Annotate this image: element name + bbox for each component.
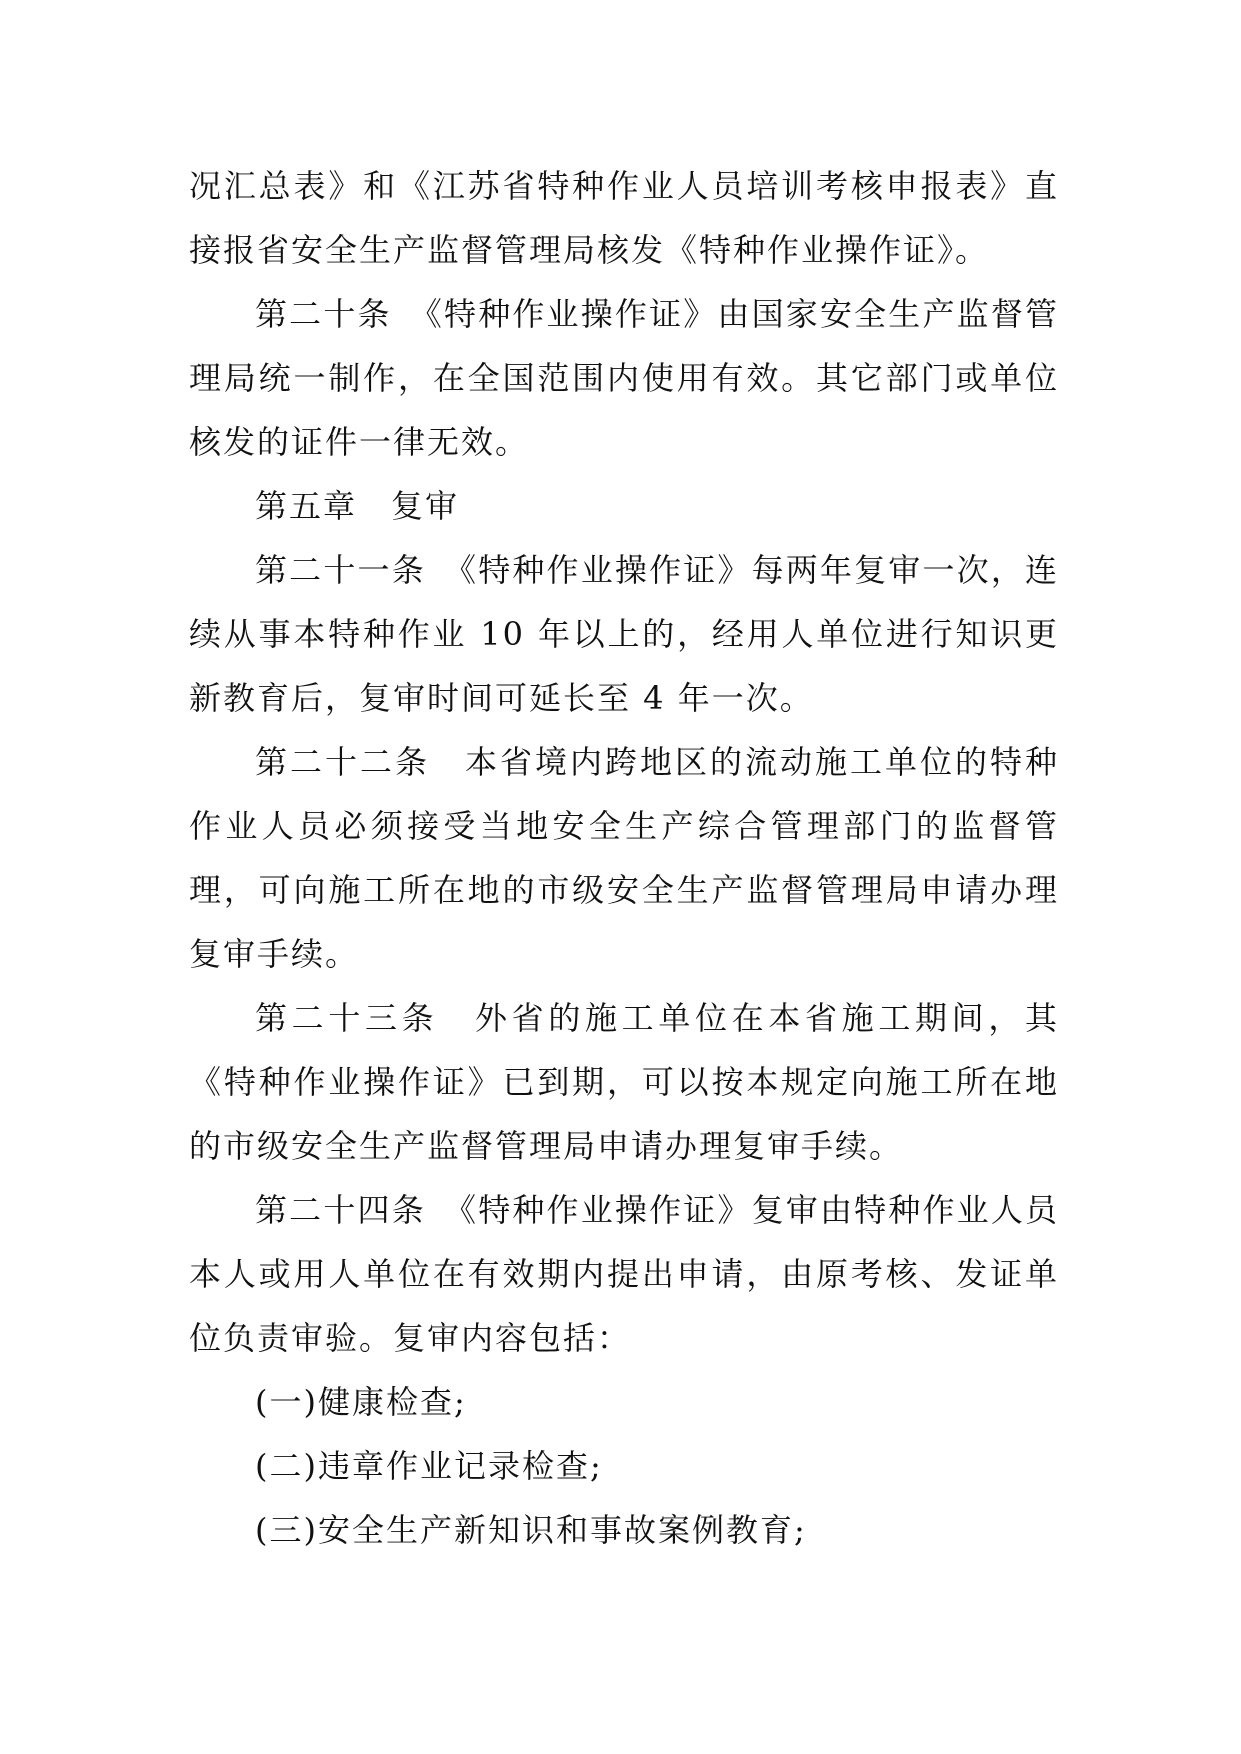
- article-22: 第二十二条 本省境内跨地区的流动施工单位的特种作业人员必须接受当地安全生产综合管理部门的监督管理，可向施工所在地的市级安全生产监督管理局申请办理复审手续。: [189, 743, 1059, 973]
- list-item-3: (三)安全生产新知识和事故案例教育;: [255, 1511, 807, 1549]
- article-20: 第二十条 《特种作业操作证》由国家安全生产监督管理局统一制作，在全国范围内使用有效。其它部门或单位核发的证件一律无效。: [189, 295, 1059, 461]
- chapter-5-heading: 第五章 复审: [255, 487, 460, 525]
- list-item-2: (二)违章作业记录检查;: [255, 1447, 603, 1485]
- list-item-1: (一)健康检查;: [255, 1383, 467, 1421]
- paragraph-continuation: 况汇总表》和《江苏省特种作业人员培训考核申报表》直接报省安全生产监督管理局核发《特种作业操作证》。: [189, 167, 1059, 269]
- document-body: [189, 154, 1059, 1562]
- article-21: 第二十一条 《特种作业操作证》每两年复审一次，连续从事本特种作业 10 年以上的，经用人单位进行知识更新教育后，复审时间可延长至 4 年一次。: [189, 551, 1059, 717]
- article-24: 第二十四条 《特种作业操作证》复审由特种作业人员本人或用人单位在有效期内提出申请，由原考核、发证单位负责审验。复审内容包括：: [189, 1191, 1059, 1357]
- article-23: 第二十三条 外省的施工单位在本省施工期间，其《特种作业操作证》已到期，可以按本规定向施工所在地的市级安全生产监督管理局申请办理复审手续。: [189, 999, 1059, 1165]
